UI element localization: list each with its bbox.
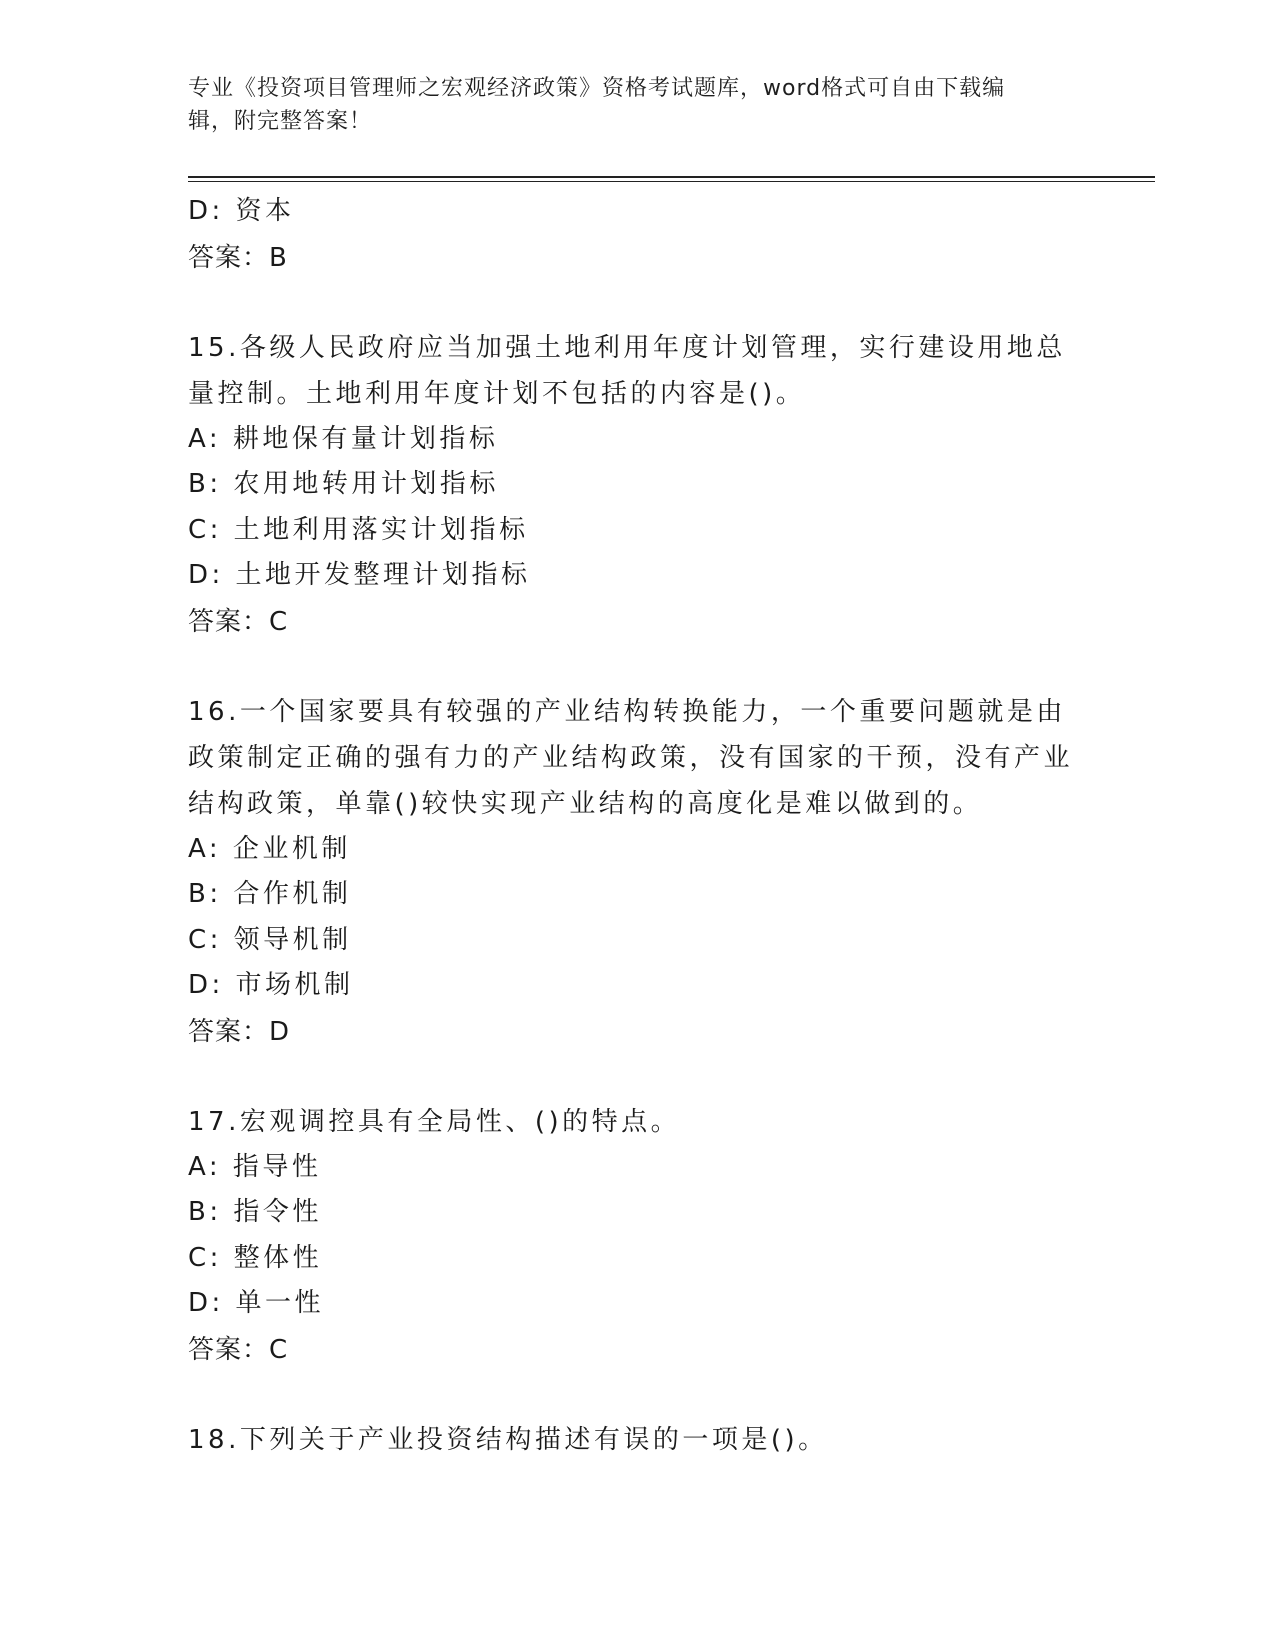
question-16-text: 16.一个国家要具有较强的产业结构转换能力，一个重要问题就是由政策制定正确的强有力的产业结构政策，没有国家的干预，没有产业结构政策，单靠()较快实现产业结构的高度化是难以做到的。 — [188, 696, 1074, 819]
question-16-answer: 答案：D — [188, 1016, 291, 1047]
header-rule-thick — [188, 176, 1155, 178]
question-16-option-b: B: 合作机制 — [188, 879, 352, 909]
answer: 答案：B — [188, 242, 288, 273]
question-17-option-c: C: 整体性 — [188, 1242, 323, 1273]
spacer — [188, 1373, 1088, 1417]
question-15-text: 15.各级人民政府应当加强土地利用年度计划管理，实行建设用地总量控制。土地利用年度计划不包括的内容是()。 — [188, 332, 1066, 409]
document-header — [188, 72, 1088, 138]
question-17-text: 17.宏观调控具有全局性、()的特点。 — [188, 1106, 681, 1137]
spacer — [188, 645, 1088, 689]
header-line-1: 专业《投资项目管理师之宏观经济政策》资格考试题库，word格式可自由下载编 — [188, 76, 1006, 101]
question-16-option-d: D: 市场机制 — [188, 970, 354, 1000]
question-15-option-d: D: 土地开发整理计划指标 — [188, 560, 531, 590]
question-17-option-d: D: 单一性 — [188, 1288, 325, 1318]
spacer — [188, 281, 1088, 325]
header-line-2: 辑，附完整答案！ — [188, 109, 373, 134]
question-18-text: 18.下列关于产业投资结构描述有误的一项是()。 — [188, 1424, 828, 1455]
header-rule-thin — [188, 181, 1155, 182]
option-d: D: 资本 — [188, 196, 295, 226]
question-15-option-b: B: 农用地转用计划指标 — [188, 469, 499, 499]
question-16-option-a: A: 企业机制 — [188, 833, 351, 864]
question-list — [188, 189, 1088, 1463]
spacer — [188, 1055, 1088, 1099]
question-15-answer: 答案：C — [188, 606, 289, 637]
question-16-option-c: C: 领导机制 — [188, 924, 352, 955]
question-17-answer: 答案：C — [188, 1334, 289, 1365]
question-15-option-a: A: 耕地保有量计划指标 — [188, 423, 499, 454]
question-17-option-a: A: 指导性 — [188, 1151, 322, 1182]
question-17-option-b: B: 指令性 — [188, 1197, 322, 1227]
question-15-option-c: C: 土地利用落实计划指标 — [188, 514, 529, 545]
